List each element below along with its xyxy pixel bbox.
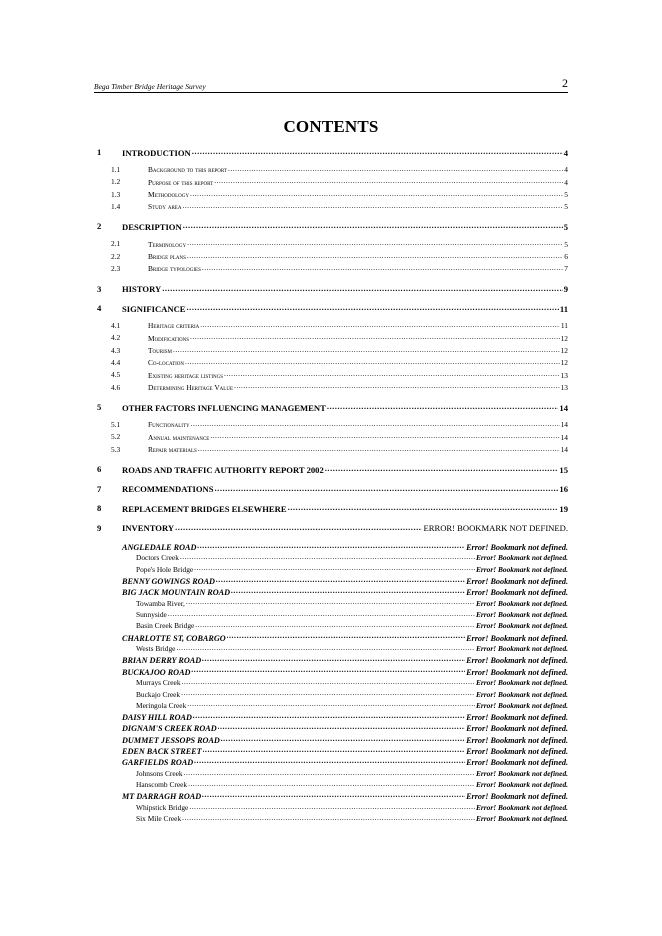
toc-label: Buckajo Creek bbox=[136, 689, 181, 699]
toc-number: 2 bbox=[97, 221, 102, 232]
toc-page: Error! Bookmark not defined. bbox=[476, 621, 568, 631]
toc-label: Pope's Hole Bridge bbox=[136, 564, 194, 574]
toc-page: 14 bbox=[560, 444, 568, 454]
dot-leader bbox=[194, 564, 475, 571]
dot-leader bbox=[190, 333, 560, 340]
toc-page: 13 bbox=[560, 370, 568, 380]
toc-label: MT DARRAGH ROAD bbox=[122, 792, 202, 802]
toc-entry[interactable] bbox=[122, 746, 568, 756]
dot-leader bbox=[202, 791, 465, 799]
toc-label: ROADS AND TRAFFIC AUTHORITY REPORT 2002 bbox=[122, 464, 324, 475]
toc-entry[interactable] bbox=[148, 177, 568, 186]
toc-entry[interactable] bbox=[136, 598, 568, 607]
toc-page: Error! Bookmark not defined. bbox=[466, 758, 568, 768]
toc-entry[interactable] bbox=[122, 587, 568, 597]
toc-page: 11 bbox=[560, 321, 568, 331]
toc-page: Error! Bookmark not defined. bbox=[466, 542, 568, 552]
toc-label: Towamba River, bbox=[136, 598, 185, 608]
toc-number: 1 bbox=[97, 147, 102, 157]
toc-page: ERROR! BOOKMARK NOT DEFINED. bbox=[423, 523, 568, 534]
toc-page: Error! Bookmark not defined. bbox=[466, 588, 568, 598]
toc-entry[interactable] bbox=[148, 252, 568, 261]
toc-label: Functionality bbox=[148, 420, 190, 430]
toc-page: Error! Bookmark not defined. bbox=[466, 667, 568, 677]
toc-number: 4.6 bbox=[111, 382, 121, 392]
toc-page: 13 bbox=[560, 382, 568, 392]
toc-label: Meringola Creek bbox=[136, 700, 187, 710]
toc-entry[interactable] bbox=[148, 333, 568, 342]
toc-label: Annual maintenance bbox=[148, 432, 210, 442]
toc-entry[interactable] bbox=[136, 564, 568, 573]
running-header bbox=[94, 78, 568, 93]
toc-label: GARFIELDS ROAD bbox=[122, 758, 194, 768]
toc-page: Error! Bookmark not defined. bbox=[476, 644, 568, 654]
toc-number: 4.4 bbox=[111, 357, 121, 367]
toc-label: BRIAN DERRY ROAD bbox=[122, 656, 202, 666]
toc-label: BIG JACK MOUNTAIN ROAD bbox=[122, 588, 231, 598]
toc-entry[interactable] bbox=[122, 666, 568, 676]
toc-page: Error! Bookmark not defined. bbox=[466, 713, 568, 723]
toc-number: 5.2 bbox=[111, 432, 121, 442]
toc-number: 2.3 bbox=[111, 264, 121, 273]
toc-entry[interactable] bbox=[122, 464, 568, 475]
toc-label: Background to this report bbox=[148, 165, 227, 175]
toc-entry[interactable] bbox=[136, 701, 568, 710]
dot-leader bbox=[202, 264, 563, 271]
toc-entry[interactable] bbox=[148, 165, 568, 174]
toc-entry[interactable] bbox=[122, 484, 568, 495]
toc-label: BUCKAJOO ROAD bbox=[122, 667, 191, 677]
toc-entry[interactable] bbox=[136, 769, 568, 778]
dot-leader bbox=[194, 757, 465, 765]
dot-leader bbox=[215, 484, 559, 493]
toc-page: Error! Bookmark not defined. bbox=[476, 553, 568, 563]
toc-entry[interactable] bbox=[122, 402, 568, 413]
dot-leader bbox=[193, 712, 465, 720]
dot-leader bbox=[288, 503, 559, 512]
toc-entry[interactable] bbox=[136, 621, 568, 630]
toc-number: 1.2 bbox=[111, 177, 121, 187]
toc-page: Error! Bookmark not defined. bbox=[476, 700, 568, 710]
toc-number: 9 bbox=[97, 522, 102, 533]
toc-label: Bridge typologies bbox=[148, 264, 201, 274]
toc-entry[interactable] bbox=[148, 190, 568, 199]
toc-label: RECOMMENDATIONS bbox=[122, 484, 214, 495]
toc-label: OTHER FACTORS INFLUENCING MANAGEMENT bbox=[122, 402, 326, 413]
toc-entry[interactable] bbox=[136, 678, 568, 687]
toc-number: 4 bbox=[97, 303, 102, 313]
toc-number: 5.1 bbox=[111, 420, 121, 429]
toc-number: 7 bbox=[97, 483, 102, 494]
toc-label: Purpose of this report bbox=[148, 177, 214, 187]
toc-page: Error! Bookmark not defined. bbox=[476, 768, 568, 778]
dot-leader bbox=[188, 780, 475, 787]
toc-label: HISTORY bbox=[122, 284, 162, 295]
toc-page: Error! Bookmark not defined. bbox=[466, 633, 568, 643]
dot-leader bbox=[216, 576, 465, 584]
toc-page: Error! Bookmark not defined. bbox=[476, 610, 568, 620]
toc-page: Error! Bookmark not defined. bbox=[476, 689, 568, 699]
toc-entry[interactable] bbox=[148, 358, 568, 367]
toc-page: Error! Bookmark not defined. bbox=[466, 576, 568, 586]
dot-leader bbox=[162, 284, 563, 293]
toc-entry[interactable] bbox=[122, 791, 568, 801]
dot-leader bbox=[192, 147, 563, 156]
toc-entry[interactable] bbox=[122, 576, 568, 586]
toc-entry[interactable] bbox=[122, 712, 568, 722]
toc-label: SIGNIFICANCE bbox=[122, 303, 186, 314]
dot-leader bbox=[187, 239, 563, 246]
dot-leader bbox=[200, 321, 560, 328]
toc-page: Error! Bookmark not defined. bbox=[466, 747, 568, 757]
toc-entry[interactable] bbox=[122, 723, 568, 733]
dot-leader bbox=[228, 165, 563, 172]
toc-page: Error! Bookmark not defined. bbox=[466, 792, 568, 802]
dot-leader bbox=[173, 346, 560, 353]
toc-entry[interactable] bbox=[122, 147, 568, 158]
toc-entry[interactable] bbox=[122, 523, 568, 534]
toc-page: Error! Bookmark not defined. bbox=[476, 678, 568, 688]
dot-leader bbox=[198, 445, 560, 452]
toc-page: Error! Bookmark not defined. bbox=[466, 735, 568, 745]
toc-label: DIGNAM'S CREEK ROAD bbox=[122, 724, 217, 734]
toc-label: Repair materials bbox=[148, 444, 197, 454]
dot-leader bbox=[234, 383, 560, 390]
dot-leader bbox=[185, 358, 560, 365]
toc-entry[interactable] bbox=[122, 303, 568, 314]
toc-page: Error! Bookmark not defined. bbox=[476, 803, 568, 813]
toc-number: 1.1 bbox=[111, 165, 121, 174]
toc-label: Murrays Creek bbox=[136, 678, 181, 688]
dot-leader bbox=[221, 735, 465, 743]
toc-page: 14 bbox=[560, 432, 568, 442]
toc-label: Terminology bbox=[148, 239, 187, 249]
dot-leader bbox=[231, 587, 465, 595]
dot-leader bbox=[202, 655, 465, 663]
toc-page: 4 bbox=[564, 177, 568, 187]
toc-page: 11 bbox=[559, 303, 568, 314]
toc-label: Determining Heritage Value bbox=[148, 382, 233, 392]
toc-label: Methodology bbox=[148, 189, 190, 199]
toc-entry[interactable] bbox=[148, 445, 568, 454]
dot-leader bbox=[187, 701, 475, 708]
toc-number: 5 bbox=[97, 402, 102, 412]
toc-label: DAISY HILL ROAD bbox=[122, 713, 192, 723]
toc-label: REPLACEMENT BRIDGES ELSEWHERE bbox=[122, 503, 287, 514]
toc-entry[interactable] bbox=[122, 542, 568, 552]
toc-entry[interactable] bbox=[122, 284, 568, 295]
dot-leader bbox=[191, 666, 465, 674]
dot-leader bbox=[176, 644, 475, 651]
dot-leader bbox=[186, 598, 475, 605]
toc-entry[interactable] bbox=[148, 202, 568, 211]
dot-leader bbox=[191, 420, 560, 427]
dot-leader bbox=[182, 678, 475, 685]
toc-entry[interactable] bbox=[122, 632, 568, 642]
dot-leader bbox=[227, 632, 465, 640]
dot-leader bbox=[181, 689, 475, 696]
toc-number: 2.2 bbox=[111, 251, 121, 261]
dot-leader bbox=[224, 370, 560, 377]
toc-page: 16 bbox=[559, 484, 568, 495]
toc-number: 4.1 bbox=[111, 321, 121, 330]
toc-entry[interactable] bbox=[136, 610, 568, 619]
toc-label: CHARLOTTE ST, COBARGO bbox=[122, 633, 226, 643]
toc-page: 12 bbox=[560, 333, 568, 343]
toc-entry[interactable] bbox=[122, 735, 568, 745]
toc-page: 12 bbox=[560, 345, 568, 355]
toc-number: 2.1 bbox=[111, 239, 121, 249]
toc-label: INTRODUCTION bbox=[122, 147, 191, 158]
toc-label: Wests Bridge bbox=[136, 644, 176, 654]
toc-page: 5 bbox=[563, 221, 568, 232]
toc-page: 5 bbox=[564, 202, 568, 212]
toc-page: Error! Bookmark not defined. bbox=[476, 814, 568, 824]
toc-page: 5 bbox=[564, 189, 568, 199]
toc-label: Existing heritage listings bbox=[148, 370, 224, 380]
dot-leader bbox=[210, 432, 559, 439]
dot-leader bbox=[175, 523, 422, 532]
toc-page: 14 bbox=[559, 402, 568, 413]
dot-leader bbox=[182, 814, 475, 821]
toc-page: 15 bbox=[559, 464, 568, 475]
toc-entry[interactable] bbox=[122, 757, 568, 767]
dot-leader bbox=[190, 190, 563, 197]
toc-page: Error! Bookmark not defined. bbox=[466, 656, 568, 666]
toc-label: Hanscomb Creek bbox=[136, 780, 188, 790]
toc-number: 3 bbox=[97, 283, 102, 294]
toc-label: EDEN BACK STREET bbox=[122, 747, 202, 757]
toc-number: 5.3 bbox=[111, 444, 121, 454]
toc-number: 1.4 bbox=[111, 201, 121, 211]
toc-entry[interactable] bbox=[148, 383, 568, 392]
toc-page: Error! Bookmark not defined. bbox=[476, 780, 568, 790]
toc-page: 4 bbox=[564, 165, 568, 175]
toc-label: Basin Creek Bridge bbox=[136, 621, 195, 631]
toc-entry[interactable] bbox=[148, 370, 568, 379]
toc-label: Bridge plans bbox=[148, 252, 186, 262]
dot-leader bbox=[187, 252, 563, 259]
toc-entry[interactable] bbox=[136, 814, 568, 823]
toc-entry[interactable] bbox=[136, 780, 568, 789]
dot-leader bbox=[197, 542, 465, 550]
toc-number: 4.2 bbox=[111, 333, 121, 343]
toc-number: 4.3 bbox=[111, 345, 121, 355]
toc-label: Modifications bbox=[148, 333, 190, 343]
toc-label: Heritage criteria bbox=[148, 321, 200, 331]
toc-page: Error! Bookmark not defined. bbox=[476, 598, 568, 608]
toc-page: 9 bbox=[563, 284, 568, 295]
toc-label: Doctors Creek bbox=[136, 553, 179, 563]
toc-entry[interactable] bbox=[122, 503, 568, 514]
toc-entry[interactable] bbox=[136, 553, 568, 562]
toc-page: 7 bbox=[564, 264, 568, 274]
toc-label: Six Mile Creek bbox=[136, 814, 182, 824]
toc-entry[interactable] bbox=[122, 221, 568, 232]
toc-entry[interactable] bbox=[148, 346, 568, 355]
dot-leader bbox=[195, 621, 475, 628]
dot-leader bbox=[218, 723, 465, 731]
toc-page: 6 bbox=[564, 252, 568, 262]
toc-page: 14 bbox=[560, 420, 568, 430]
toc-label: DUMMET JESSOPS ROAD bbox=[122, 735, 220, 745]
toc-label: BENNY GOWINGS ROAD bbox=[122, 576, 215, 586]
toc-label: Tourism bbox=[148, 345, 172, 355]
toc-label: ANGLEDALE ROAD bbox=[122, 542, 197, 552]
page-number: 2 bbox=[562, 76, 568, 90]
toc-entry[interactable] bbox=[136, 803, 568, 812]
toc-page: 12 bbox=[560, 358, 568, 368]
dot-leader bbox=[168, 610, 475, 617]
toc-entry[interactable] bbox=[148, 239, 568, 248]
toc-page: 5 bbox=[564, 239, 568, 249]
toc-entry[interactable] bbox=[136, 644, 568, 653]
dot-leader bbox=[189, 803, 475, 810]
toc-entry[interactable] bbox=[148, 321, 568, 330]
dot-leader bbox=[327, 402, 559, 411]
toc-label: Co-location bbox=[148, 358, 184, 368]
toc-number: 4.5 bbox=[111, 370, 121, 380]
toc-page: 4 bbox=[563, 147, 568, 158]
header-title: Bega Timber Bridge Heritage Survey bbox=[94, 82, 206, 91]
dot-leader bbox=[214, 177, 563, 184]
toc-entry[interactable] bbox=[148, 420, 568, 429]
dot-leader bbox=[180, 553, 475, 560]
toc-page: Error! Bookmark not defined. bbox=[466, 724, 568, 734]
toc-entry[interactable] bbox=[122, 655, 568, 665]
dot-leader bbox=[184, 769, 475, 776]
dot-leader bbox=[183, 221, 563, 230]
toc-label: Whipstick Bridge bbox=[136, 803, 189, 813]
toc-label: DESCRIPTION bbox=[122, 221, 182, 232]
toc-number: 8 bbox=[97, 503, 102, 514]
page-title: CONTENTS bbox=[283, 117, 379, 136]
toc-page: Error! Bookmark not defined. bbox=[476, 564, 568, 574]
toc-label: Sunnyside bbox=[136, 610, 167, 620]
dot-leader bbox=[325, 464, 559, 473]
toc-entry[interactable] bbox=[148, 432, 568, 441]
dot-leader bbox=[203, 746, 465, 754]
toc-entry[interactable] bbox=[136, 689, 568, 698]
toc-number: 1.3 bbox=[111, 189, 121, 199]
toc-entry[interactable] bbox=[148, 264, 568, 273]
toc-label: INVENTORY bbox=[122, 523, 175, 534]
toc-label: Study area bbox=[148, 202, 182, 212]
dot-leader bbox=[182, 202, 563, 209]
toc-label: Johnsons Creek bbox=[136, 768, 183, 778]
toc-page: 19 bbox=[559, 503, 568, 514]
toc-number: 6 bbox=[97, 464, 102, 475]
dot-leader bbox=[187, 303, 559, 312]
